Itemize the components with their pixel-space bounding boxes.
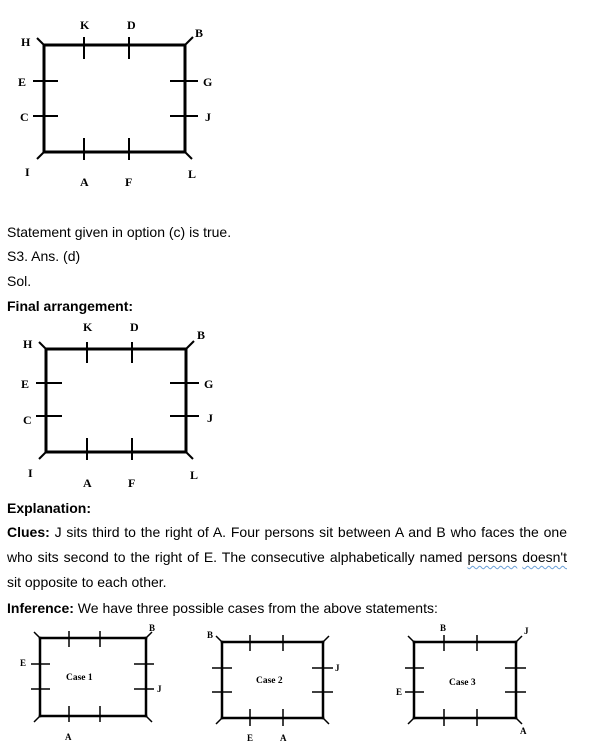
seat-label-H: H <box>23 337 33 351</box>
seat-label-E: E <box>21 377 30 391</box>
case-3-diagram <box>396 623 529 736</box>
seating-diagram-2-svg <box>0 315 595 495</box>
case-2-label-B: B <box>207 630 214 640</box>
seat-label-H: H <box>21 35 31 49</box>
seat-label-E: E <box>18 75 27 89</box>
clues-label: Clues: <box>7 524 50 540</box>
seat-label-D: D <box>130 320 139 334</box>
cases-diagrams-svg <box>0 618 595 742</box>
case-1-label-E: E <box>20 658 27 668</box>
inference-label: Inference: <box>7 600 74 616</box>
clues-text-1: J sits third to the right of A. Four persons sit between A and B who faces the one who sits second to the right of E. The consecutive alphabetically named <box>7 524 567 565</box>
seat-label-G: G <box>203 75 213 89</box>
seat-label-A: A <box>83 476 92 490</box>
seat-label-G: G <box>204 377 214 391</box>
answer-s3: S3. Ans. (d) <box>7 248 81 264</box>
seat-label-B: B <box>197 328 206 342</box>
inference-text: We have three possible cases from the above statements: <box>73 600 438 616</box>
clues-wavy-doesnt: doesn't <box>522 549 567 565</box>
final-arrangement-heading: Final arrangement: <box>7 298 134 314</box>
seat-label-A: A <box>80 175 89 189</box>
seat-label-J: J <box>205 110 211 124</box>
seat-label-D: D <box>127 18 136 32</box>
explanation-heading: Explanation: <box>7 500 92 516</box>
seat-label-F: F <box>125 175 133 189</box>
seat-label-B: B <box>195 26 204 40</box>
seat-label-L: L <box>188 167 197 181</box>
case-2-label-E: E <box>247 733 254 742</box>
case-2-diagram <box>207 630 340 742</box>
seat-label-I: I <box>25 165 30 179</box>
seat-label-C: C <box>23 413 32 427</box>
seat-label-J: J <box>207 411 213 425</box>
seating-diagram-2 <box>0 315 595 495</box>
seat-label-K: K <box>83 320 93 334</box>
case-3-label-J: J <box>524 626 529 636</box>
seating-diagram-1 <box>0 0 595 200</box>
clues-wavy-persons: persons <box>467 549 518 565</box>
clues-text-3: sit opposite to each other. <box>7 574 167 590</box>
seat-label-K: K <box>80 18 90 32</box>
case-2-label-A: A <box>280 733 287 742</box>
seating-diagram-1-svg <box>0 0 595 200</box>
seat-label-F: F <box>128 476 136 490</box>
case-1-diagram <box>20 623 162 742</box>
case-3-label-E: E <box>396 687 403 697</box>
seat-label-C: C <box>20 110 29 124</box>
case-2-label-J: J <box>335 663 340 673</box>
case-1-label-A: A <box>65 732 72 742</box>
case-1-title: Case 1 <box>66 673 93 683</box>
seat-label-I: I <box>28 466 33 480</box>
case-1-label-B: B <box>149 623 156 633</box>
statement-text: Statement given in option (c) is true. <box>7 224 232 240</box>
cases-diagrams <box>0 618 595 742</box>
case-3-label-B: B <box>440 623 447 633</box>
solution-label: Sol. <box>7 273 32 289</box>
case-3-title: Case 3 <box>449 678 476 688</box>
case-1-label-J: J <box>157 684 162 694</box>
clues-paragraph <box>7 520 567 595</box>
case-3-label-A: A <box>520 726 527 736</box>
case-2-title: Case 2 <box>256 676 283 686</box>
inference-line <box>7 599 438 617</box>
seat-label-L: L <box>190 468 199 482</box>
